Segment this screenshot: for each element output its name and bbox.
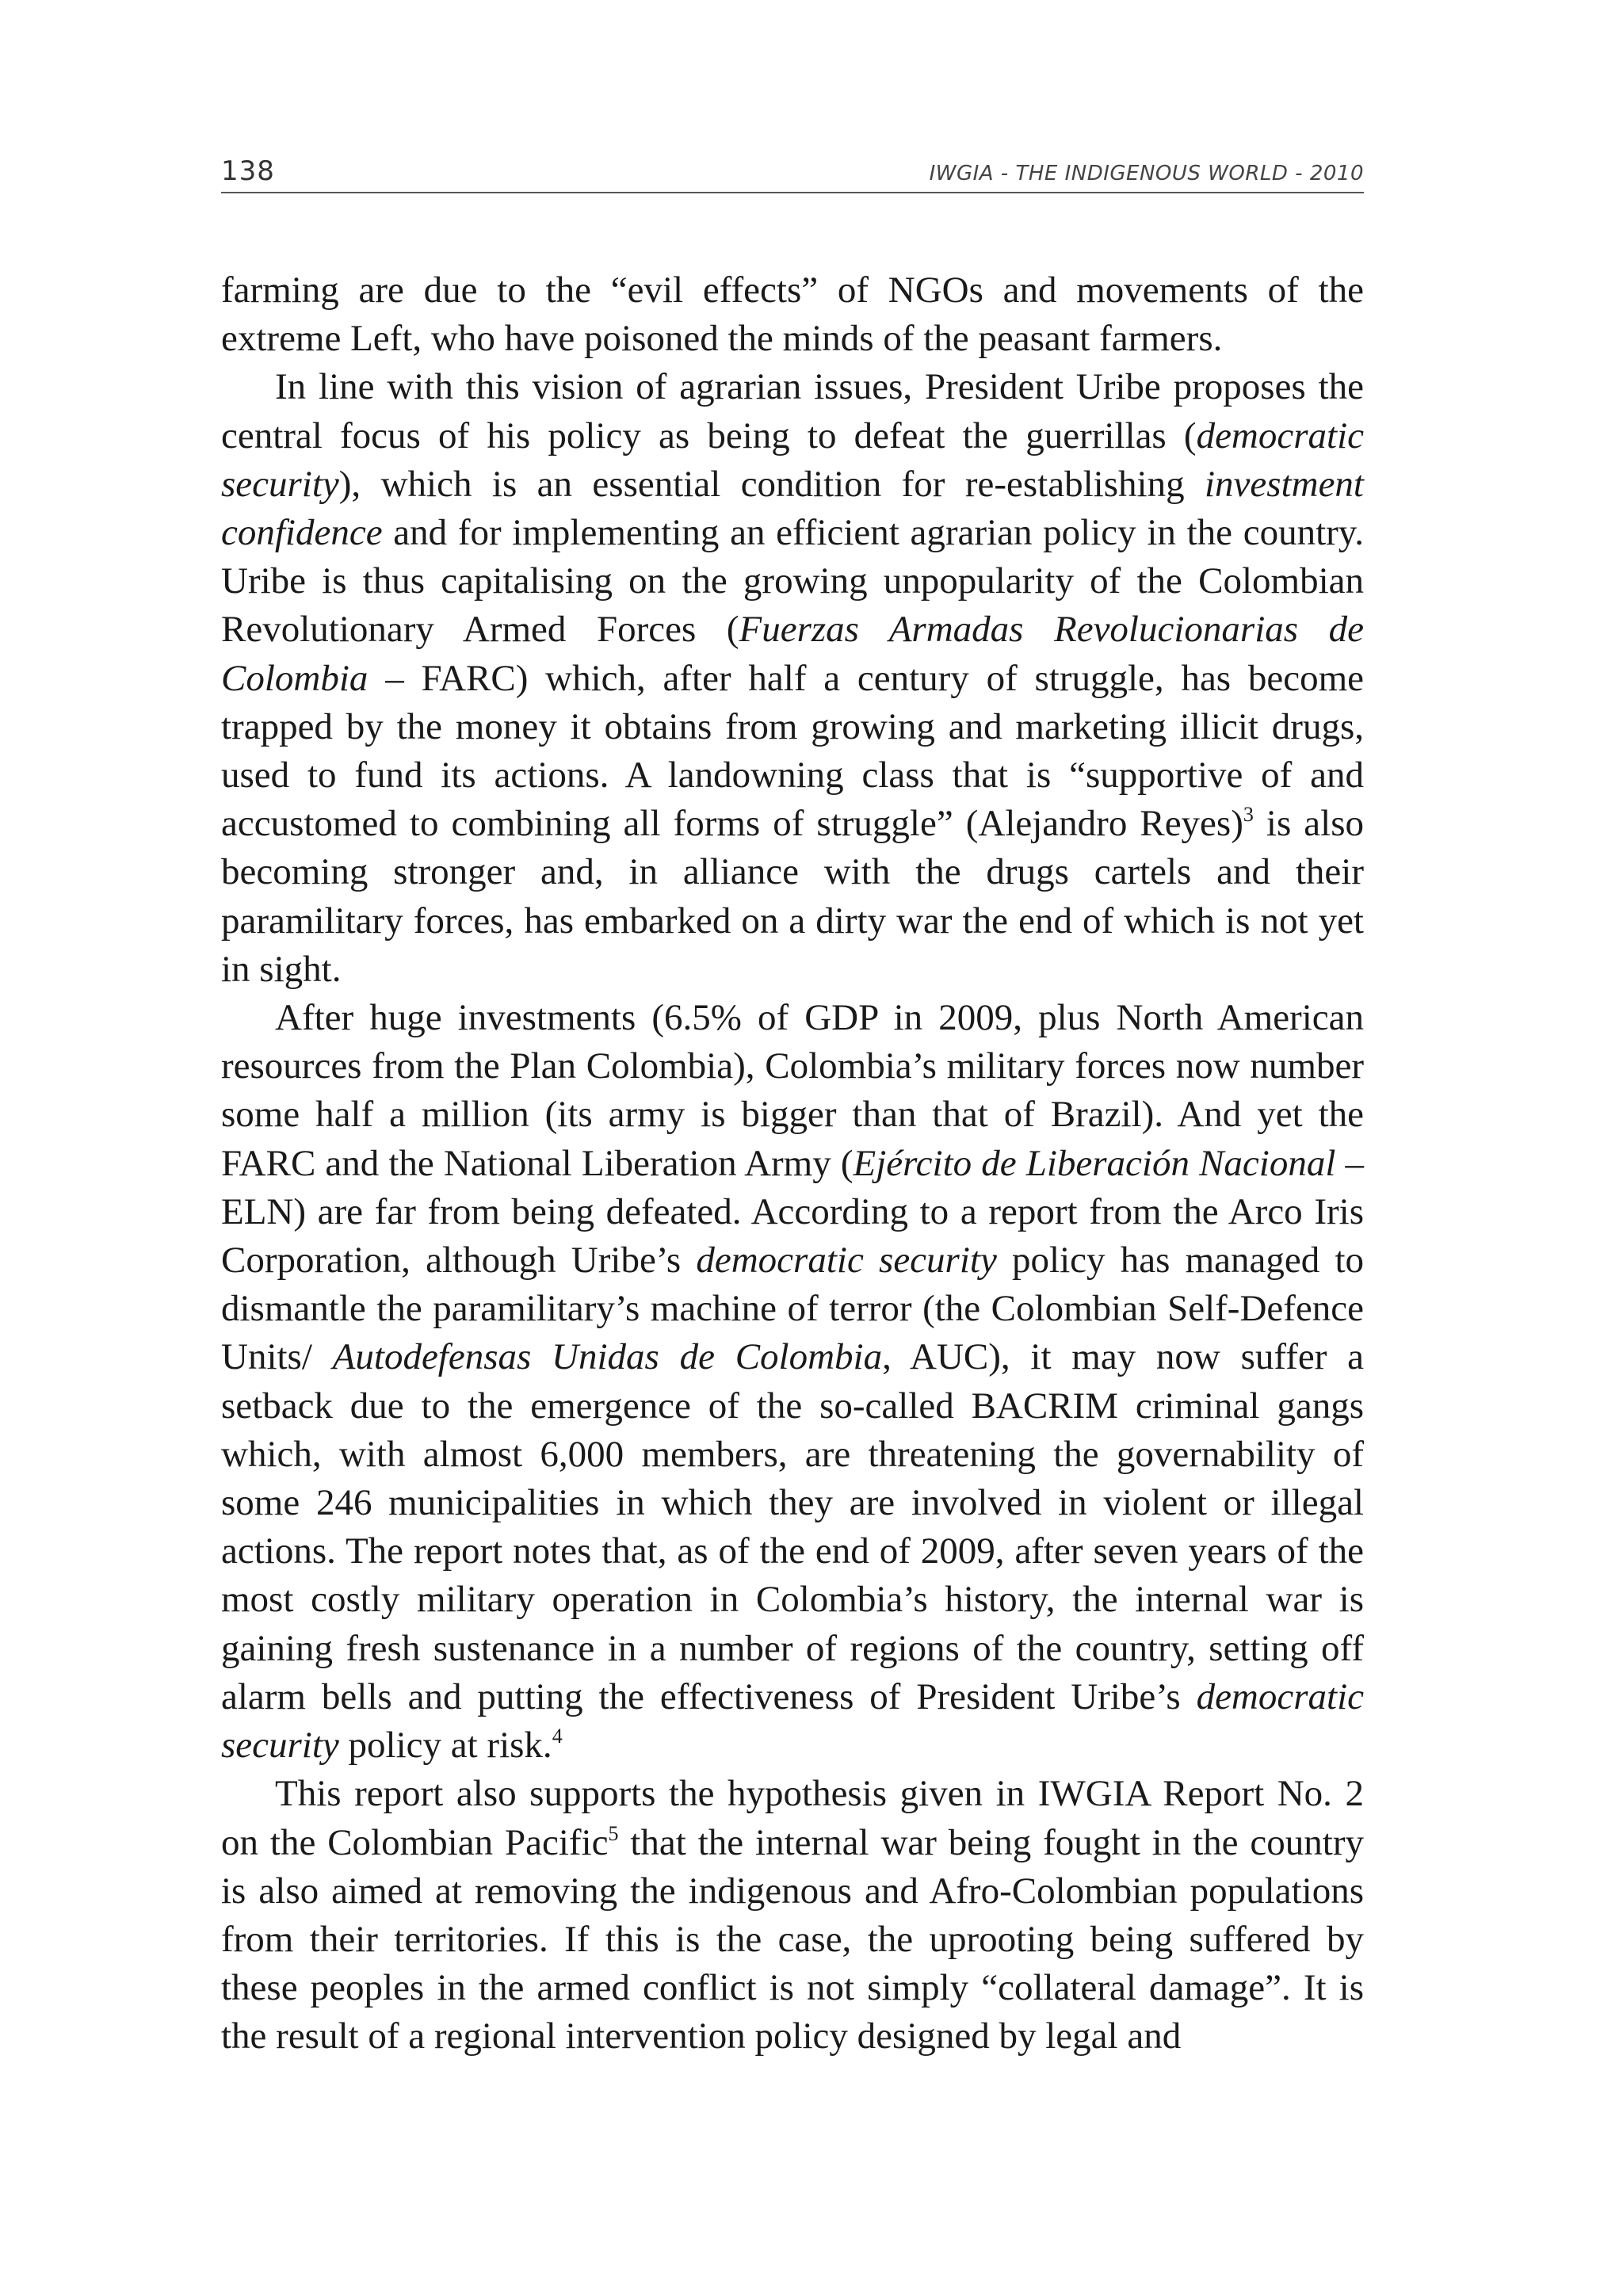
italic-term: democratic security <box>221 1675 1364 1767</box>
text-run: – FARC) which, after half a century of struggle, has become trapped by the money it obtains from growing and marketing illicit drugs, used to fund its actions. A landowning class that is “supportive of and accustomed to combining all forms of struggle” (Alejandro Reyes) <box>221 657 1364 845</box>
italic-term: Ejército de Liberación Nacional <box>853 1142 1336 1184</box>
publication-title: IWGIA - THE INDIGENOUS WORLD - 2010 <box>929 162 1364 185</box>
italic-term: investment confidence <box>221 463 1364 554</box>
text-run: ), which is an essential condition for re-establishing <box>338 463 1205 505</box>
italic-term: Autodefensas Unidas de Colombia <box>332 1336 883 1378</box>
footnote-ref-3[interactable]: 3 <box>1243 803 1254 827</box>
page-number: 138 <box>221 155 275 187</box>
paragraph-2 <box>221 363 1364 994</box>
running-head <box>221 155 1364 193</box>
text-run: is also becoming stronger and, in alliance with the drugs cartels and their paramilitary forces, has embarked on a dirty war the end of which is not yet in sight. <box>221 803 1364 990</box>
italic-term: democratic security <box>696 1240 997 1282</box>
body-text <box>221 266 1364 2061</box>
italic-term: Fuerzas Armadas Revolucionarias de Colombia <box>221 609 1364 699</box>
text-run: , AUC), it may now suffer a setback due to the emergence of the so-called BACRIM criminal gangs which, with almost 6,000 members, are threatening the governability of some 246 municipalities in which they are involved in violent or illegal actions. The report notes that, as of the end of 2009, after seven years of the most costly military operation in Colombia’s history, the internal war is gaining fresh sustenance in a number of regions of the country, setting off alarm bells and putting the effectiveness of President Uribe’s <box>221 1336 1364 1717</box>
text-run: farming are due to the “evil effects” of NGOs and movements of the extreme Left, who have poisoned the minds of the peasant farmers. <box>221 269 1364 360</box>
italic-term: democratic security <box>221 415 1364 505</box>
paragraph-3 <box>221 994 1364 1770</box>
paragraph-4 <box>221 1770 1364 2061</box>
text-run: and for implementing an efficient agrarian policy in the country. Uribe is thus capitalising on the growing unpopularity of the Colombian Revolutionary Armed Forces ( <box>221 512 1364 651</box>
text-run: This report also supports the hypothesis given in IWGIA Report No. 2 on the Colombian Pacific <box>221 1773 1364 1863</box>
text-run: After huge investments (6.5% of GDP in 2009, plus North American resources from the Plan Colombia), Colombia’s military forces now number some half a million (its army is bigger than that of Brazil). And yet the FARC and the National Liberation Army ( <box>221 997 1364 1184</box>
footnote-ref-5[interactable]: 5 <box>608 1821 619 1845</box>
text-run: that the internal war being fought in the country is also aimed at removing the indigenous and Afro-Colombian populations from their territories. If this is the case, the uprooting being suffered by these peoples in the armed conflict is not simply “collateral damage”. It is the result of a regional intervention policy designed by legal and <box>221 1821 1364 2057</box>
text-run: – ELN) are far from being defeated. According to a report from the Arco Iris Corporation, although Uribe’s <box>221 1142 1365 1282</box>
text-run: policy at risk. <box>338 1725 552 1767</box>
footnote-ref-4[interactable]: 4 <box>552 1725 563 1748</box>
text-run: policy has managed to dismantle the paramilitary’s machine of terror (the Colombian Self-Defence Units/ <box>221 1240 1365 1378</box>
text-run: In line with this vision of agrarian issues, President Uribe proposes the central focus of his policy as being to defeat the guerrillas ( <box>221 366 1364 457</box>
paragraph-1 <box>221 266 1364 363</box>
